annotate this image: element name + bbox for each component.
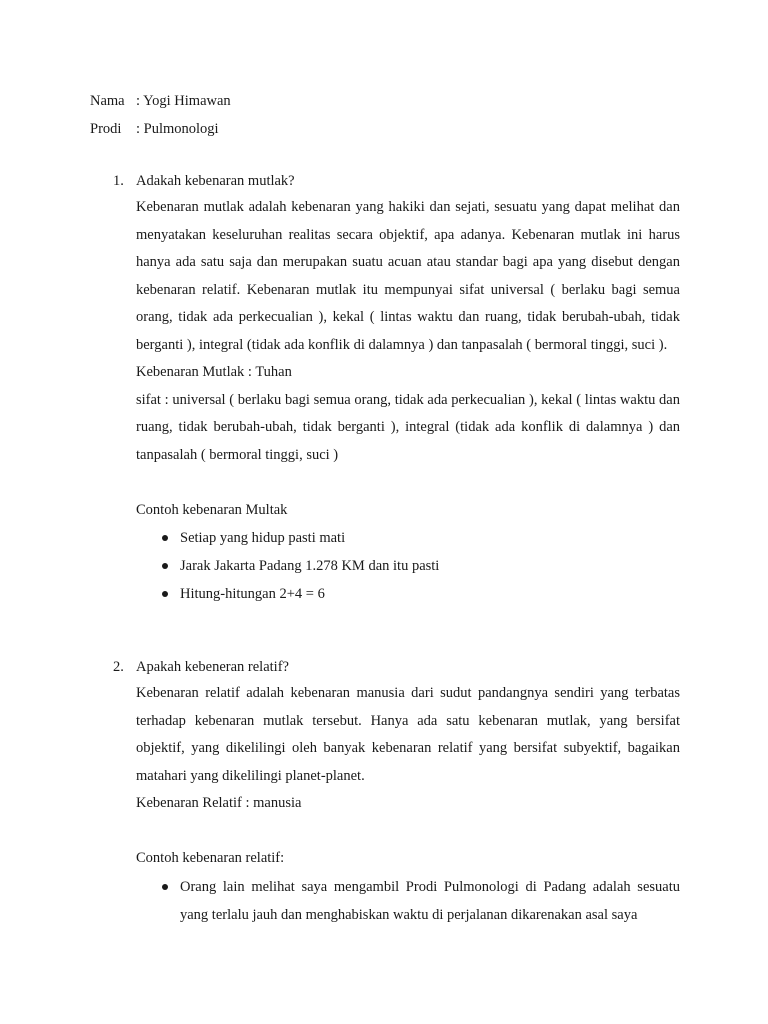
prodi-label: Prodi (90, 121, 122, 137)
question-1-title: Adakah kebenaran mutlak? (136, 173, 295, 189)
question-2-heading (90, 657, 680, 677)
bullet-icon (162, 535, 168, 541)
list-item-text: Setiap yang hidup pasti mati (180, 530, 346, 546)
question-1-paragraph: Kebenaran mutlak adalah kebenaran yang hakiki dan sejati, sesuatu yang dapat melihat dan menyatakan keseluruhan realitas secara objektif, apa adanya. Kebenaran mutlak ini harus hanya ada satu saja dan merupakan suatu acuan atau standar bagi apa yang disebut dengan kebenaran relatif. Kebenaran mutlak itu mempunyai sifat universal ( berlaku bagi semua orang, tidak ada perkecualian ), kekal ( lintas waktu dan ruang, tidak berubah-ubah, tidak berganti ), integral (tidak ada konflik di dalamnya ) dan tanpasalah ( bermoral tinggi, suci ). (136, 199, 680, 353)
list-item (136, 552, 680, 580)
question-2-number: 2. (113, 659, 124, 675)
prodi-value: : Pulmonologi (136, 121, 219, 137)
spacer (90, 469, 680, 497)
list-item-text: Hitung-hitungan 2+4 = 6 (180, 586, 325, 602)
nama-label: Nama (90, 93, 125, 109)
contoh-relatif-title: Contoh kebenaran relatif: (136, 850, 285, 866)
question-2-title: Apakah kebeneran relatif? (136, 659, 289, 675)
question-1-heading (90, 171, 680, 191)
nama-row (90, 91, 231, 111)
contoh-mutlak-title: Contoh kebenaran Multak (136, 501, 288, 518)
list-item (136, 524, 680, 552)
list-item (136, 873, 680, 929)
question-1-number: 1. (113, 173, 124, 189)
bullet-icon (162, 884, 168, 890)
kebenaran-mutlak-tuhan: Kebenaran Mutlak : Tuhan (136, 364, 292, 380)
prodi-row (90, 119, 219, 139)
kebenaran-relatif-manusia: Kebenaran Relatif : manusia (136, 795, 302, 811)
list-item-text: Jarak Jakarta Padang 1.278 KM dan itu pasti (180, 558, 440, 574)
sifat-paragraph: sifat : universal ( berlaku bagi semua orang, tidak ada perkecualian ), kekal ( lintas waktu dan ruang, tidak berubah-ubah, tidak berganti ), integral (tidak ada konflik di dalamnya ) dan tanpasalah ( bermoral tinggi, suci ) (136, 391, 680, 463)
list-item (136, 580, 680, 608)
contoh-mutlak-list (136, 524, 680, 608)
question-2 (90, 657, 680, 929)
bullet-icon (162, 563, 168, 569)
spacer (90, 818, 680, 846)
list-item-text: Orang lain melihat saya mengambil Prodi Pulmonologi di Padang adalah sesuatu yang terlalu jauh dan menghabiskan waktu di perjalanan dikarenakan asal saya (180, 878, 680, 923)
contoh-relatif-list (136, 873, 680, 929)
nama-value: : Yogi Himawan (136, 93, 231, 109)
question-2-paragraph: Kebenaran relatif adalah kebenaran manusia dari sudut pandangnya sendiri yang terbatas terhadap kebenaran mutlak tersebut. Hanya ada satu kebenaran mutlak, yang bersifat objektif, yang dikelilingi oleh banyak kebenaran relatif yang bersifat subyektif, bagaikan matahari yang dikelilingi planet-planet. (136, 685, 680, 784)
question-1 (90, 171, 680, 608)
bullet-icon (162, 591, 168, 597)
